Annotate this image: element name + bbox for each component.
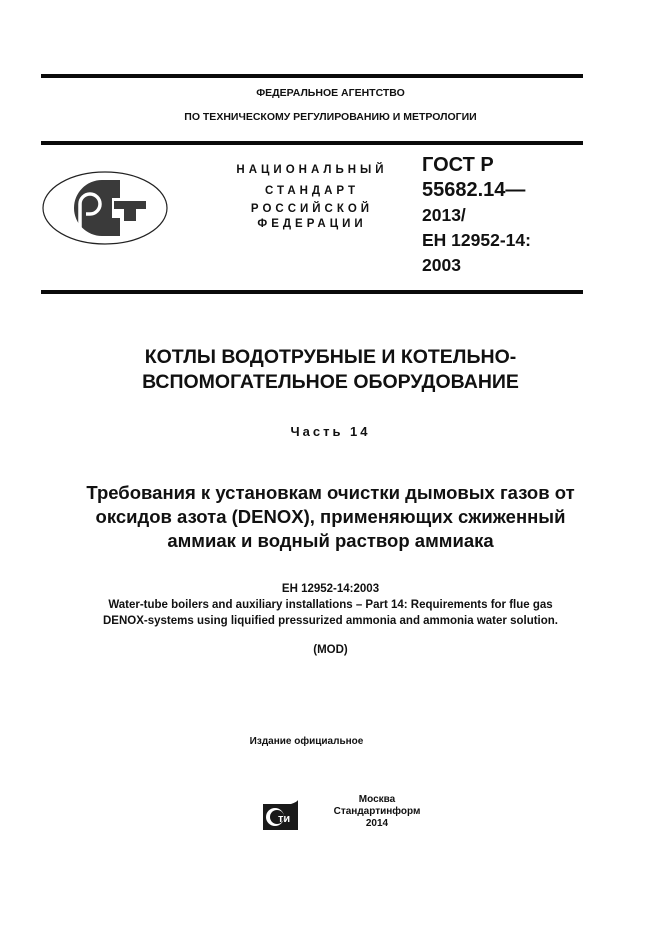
document-subtitle [0, 481, 661, 553]
english-line-1: Water-tube boilers and auxiliary installations – Part 14: Requirements for flue gas [108, 599, 553, 611]
gost-year-line: 2013/ [422, 205, 466, 225]
standard-line: СТАНДАРТ [265, 185, 359, 197]
en-number-line: ЕН 12952-14: [422, 230, 531, 250]
subtitle-line-3: аммиак и водный раствор аммиака [167, 530, 494, 551]
svg-text:ти: ти [278, 813, 291, 825]
national-line: НАЦИОНАЛЬНЫЙ [236, 164, 388, 176]
gost-designation [422, 153, 531, 278]
english-title-block [0, 581, 661, 629]
mod-label: (MOD) [313, 644, 348, 656]
publisher-city: Москва [358, 794, 396, 805]
agency-line-1: ФЕДЕРАЛЬНОЕ АГЕНТСТВО [256, 87, 405, 99]
edition-label: Издание официальное [249, 736, 364, 747]
russian-line: РОССИЙСКОЙ [250, 203, 374, 215]
document-title [0, 345, 661, 395]
title-line-2: ВСПОМОГАТЕЛЬНОЕ ОБОРУДОВАНИЕ [142, 371, 519, 393]
en-year-line: 2003 [422, 255, 461, 275]
publisher-block [327, 794, 427, 830]
gost-line: ГОСТ Р [422, 154, 494, 176]
rst-logo-icon [42, 170, 168, 246]
english-line-2: DENOX-systems using liquified pressurized ammonia and ammonia water solution. [103, 615, 558, 627]
part-number: Часть 14 [290, 424, 371, 439]
national-standard-label [222, 160, 402, 232]
en-code: EH 12952-14:2003 [281, 583, 380, 595]
bottom-rule [41, 290, 583, 294]
publisher-year: 2014 [365, 818, 389, 829]
gost-number-line: 55682.14— [422, 179, 526, 201]
federation-line: ФЕДЕРАЦИИ [257, 218, 367, 230]
top-rule [41, 74, 583, 78]
agency-line-2: ПО ТЕХНИЧЕСКОМУ РЕГУЛИРОВАНИЮ И МЕТРОЛОГИИ [184, 111, 477, 123]
standartinform-logo-icon [261, 800, 299, 832]
subtitle-line-2: оксидов азота (DENOX), применяющих сжиженный [95, 506, 566, 527]
middle-rule [41, 141, 583, 145]
subtitle-line-1: Требования к установкам очистки дымовых газов от [86, 482, 575, 503]
publisher-name: Стандартинформ [333, 806, 421, 817]
title-line-1: КОТЛЫ ВОДОТРУБНЫЕ И КОТЕЛЬНО- [144, 346, 517, 368]
